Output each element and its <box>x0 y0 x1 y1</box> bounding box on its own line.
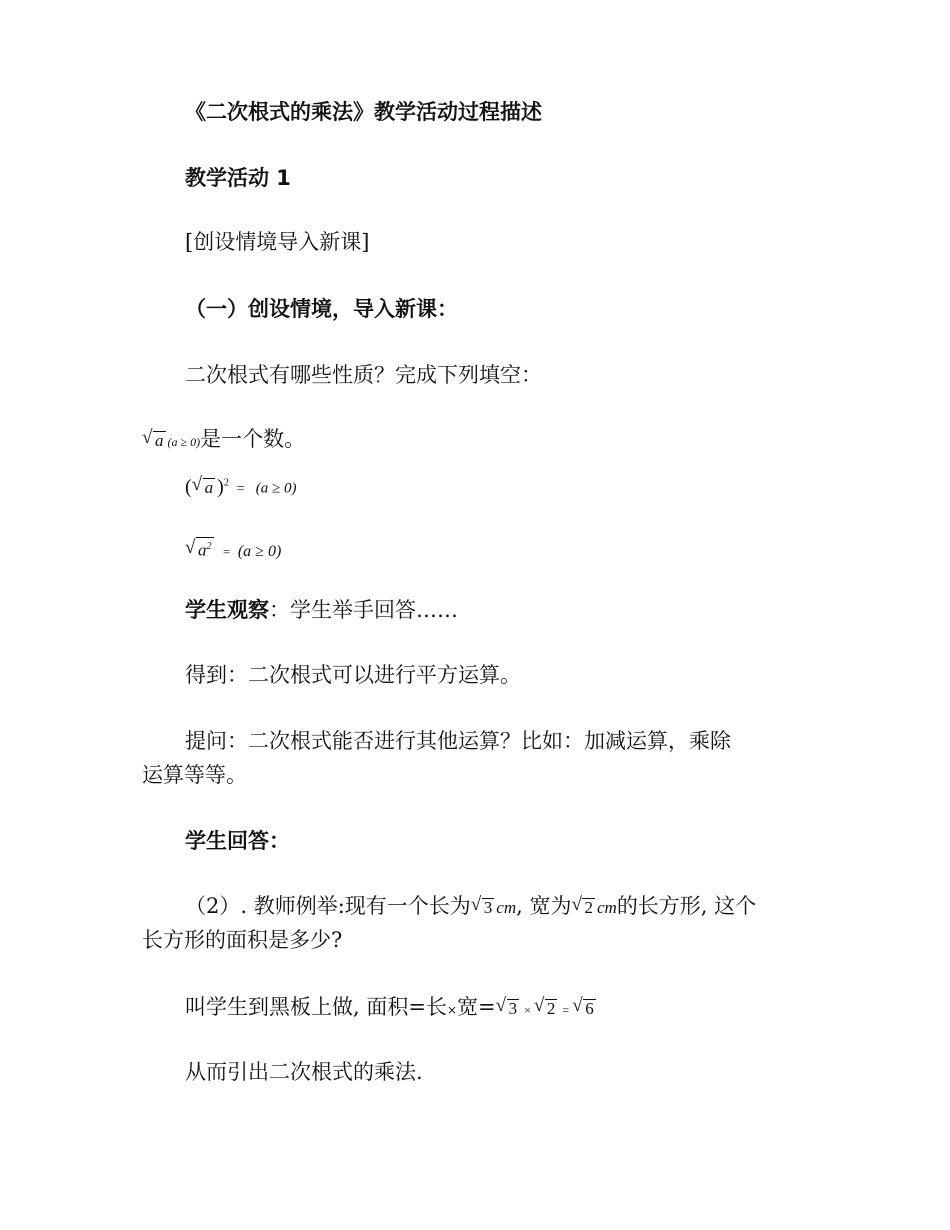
observe-label: 学生观察 <box>185 598 269 622</box>
question-intro: 二次根式有哪些性质？完成下列填空： <box>185 363 542 387</box>
section-heading: （一）创设情境，导入新课： <box>185 297 458 321</box>
board-mid: 宽= <box>457 995 496 1019</box>
answer-label: 学生回答： <box>185 829 290 853</box>
property-1-text: 是一个数。 <box>200 427 306 451</box>
board-prefix: 叫学生到黑板上做, 面积=长 <box>185 995 447 1019</box>
example-suffix: 的长方形, 这个 <box>616 894 757 918</box>
sqrt2-cm-formula: √ 2 cm <box>571 894 617 917</box>
result-line: 得到：二次根式可以进行平方运算。 <box>185 663 521 687</box>
ask-line-2: 运算等等。 <box>142 763 247 787</box>
sqrt-a-formula: √ a <box>142 427 164 450</box>
conclusion-line: 从而引出二次根式的乘法. <box>185 1060 423 1084</box>
activity-heading: 教学活动 1 <box>185 166 291 190</box>
ask-line-1: 提问：二次根式能否进行其他运算？比如：加减运算，乘除 <box>185 729 731 753</box>
property-3: √ $a^2 = (a \ge 0)$ <box>185 537 282 560</box>
property-1 <box>142 424 305 457</box>
product-formula: √ 3 × √ 2 = √ 6 <box>495 995 594 1018</box>
property-2-condition: (a ≥ 0) <box>255 480 297 497</box>
board-times: × <box>446 1003 458 1017</box>
sqrt-a-square-formula: √ $a^2$ <box>185 537 212 560</box>
property-2: ( √ a )$^2$ = (a ≥ 0) <box>185 473 297 498</box>
sqrt3-cm-formula: √ 3 cm <box>470 894 517 917</box>
property-3-condition: (a ≥ 0) <box>237 543 282 560</box>
example-line-1 <box>185 891 756 923</box>
observe-text: ：学生举手回答…… <box>269 598 458 622</box>
bracket-heading: [创设情境导入新课] <box>185 230 370 254</box>
observe-line <box>185 595 458 625</box>
example-line-2: 长方形的面积是多少? <box>142 928 343 952</box>
example-mid: , 宽为 <box>516 894 572 918</box>
property-1-condition: (a ≥ 0) <box>167 435 201 449</box>
document-title: 《二次根式的乘法》教学活动过程描述 <box>185 100 542 124</box>
example-prefix: （2）. 教师例举:现有一个长为 <box>185 894 471 918</box>
board-line <box>185 992 598 1025</box>
sqrt-a-squared-formula: ( √ a )$^2$ <box>185 473 229 498</box>
